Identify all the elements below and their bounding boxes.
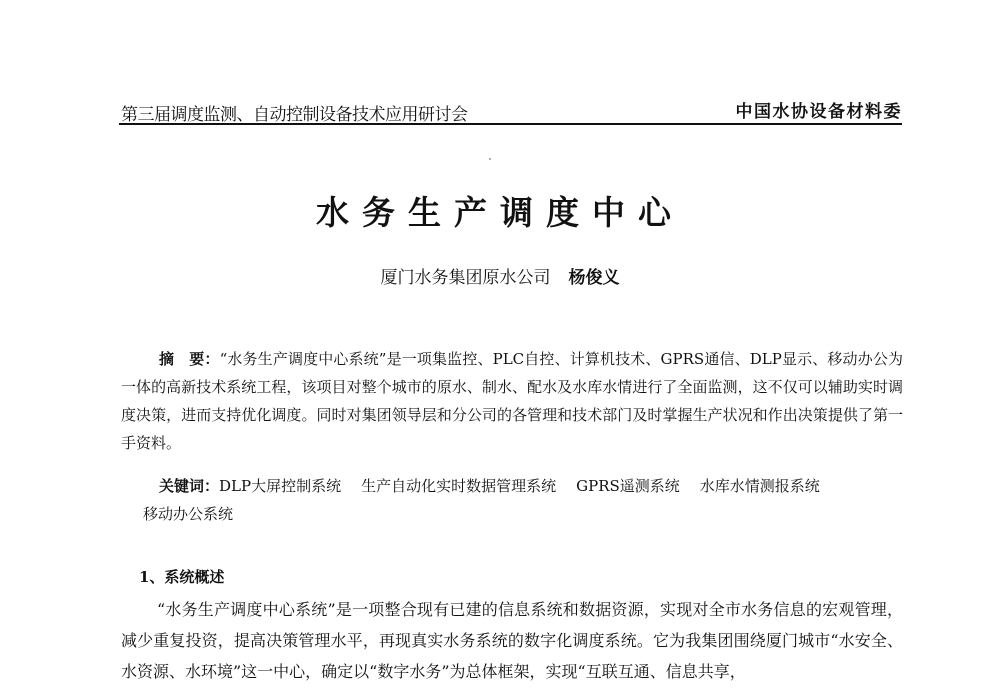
keywords (121, 472, 903, 528)
abstract (121, 345, 903, 457)
abstract-label: 摘 要： (159, 350, 220, 368)
keyword: 水库水情测报系统 (699, 477, 820, 495)
header-rule (119, 123, 902, 125)
abstract-text: “水务生产调度中心系统”是一项集监控、PLC自控、计算机技术、GPRS通信、DLP显示、移动办公为一体的高新技术系统工程，该项目对整个城市的原水、制水、配水及水库水情进行了全面监测，这不仅可以辅助实时调度决策，进而支持优化调度。同时对集团领导层和分公司的各管理和技术部门及时掌握生产状况和作出决策提供了第一手资料。 (121, 350, 903, 452)
keyword: DLP大屏控制系统 (219, 477, 342, 495)
keyword: GPRS遥测系统 (576, 477, 680, 495)
scan-speck (489, 158, 491, 160)
page-title: 水务生产调度中心 (316, 193, 684, 232)
affiliation: 厦门水务集团原水公司 (380, 268, 551, 288)
keywords-label: 关键词： (159, 477, 220, 495)
running-header-committee: 中国水协设备材料委 (735, 102, 902, 122)
section-heading: 1、系统概述 (139, 568, 225, 586)
byline (0, 263, 1000, 288)
keyword: 生产自动化实时数据管理系统 (361, 477, 557, 495)
running-header-conference: 第三届调度监测、自动控制设备技术应用研讨会 (121, 105, 468, 125)
section-body (121, 594, 903, 687)
author: 杨俊义 (568, 268, 620, 288)
paragraph: “水务生产调度中心系统”是一项整合现有已建的信息系统和数据资源，实现对全市水务信息的宏观管理，减少重复投资，提高决策管理水平，再现真实水务系统的数字化调度系统。它为我集团围绕厦门城市“水安全、水资源、水环境”这一中心，确定以“数字水务”为总体框架，实现“互联互通、信息共享， (121, 600, 903, 681)
keyword: 移动办公系统 (143, 505, 234, 523)
